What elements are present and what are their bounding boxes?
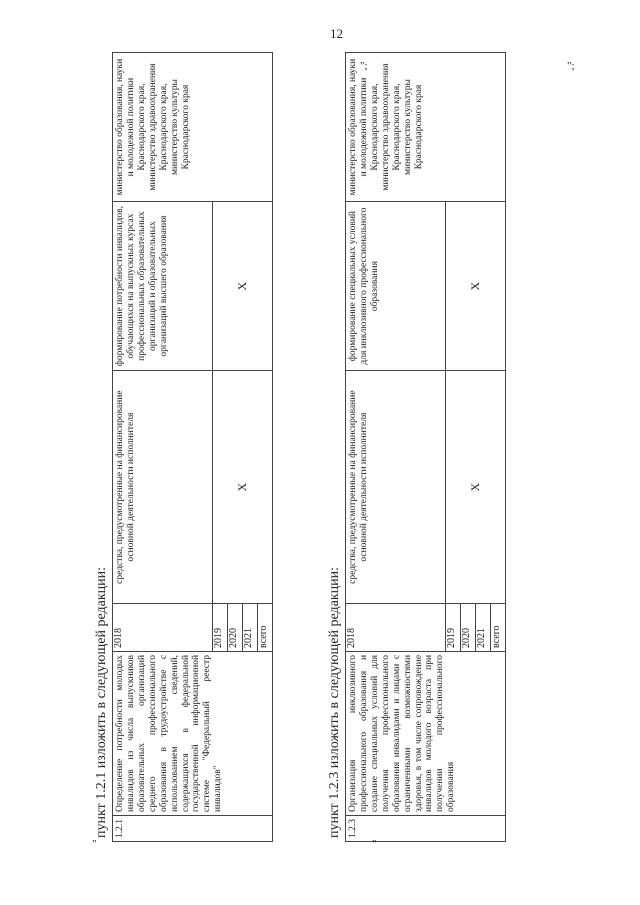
funding-source: средства, предусмотренные на финансирование основной деятельности исполнителя — [346, 371, 446, 604]
expected-result: формирование потребности инвалидов, обучающихся на выпускных курсах профессиональных образовательных организаций и образовательных организаций высшего образования — [113, 202, 213, 371]
year-cell: 2020 — [461, 604, 476, 652]
quote-open-1: " — [92, 838, 97, 850]
responsible-ministries: министерство образования, науки и молодежной политики Краснодарского края, министерство здравоохранения Краснодарского края, министерство культуры Краснодарского края — [113, 53, 273, 202]
source-mark: X — [446, 371, 506, 604]
year-cell: 2021 — [476, 604, 491, 652]
section-heading: пункт 1.2.1 изложить в следующей редакции: — [94, 567, 109, 838]
quote-close-1: "; — [360, 60, 368, 72]
result-mark: X — [446, 202, 506, 371]
section-heading: пункт 1.2.3 изложить в следующей редакции: — [327, 567, 342, 838]
measure-table — [345, 52, 506, 842]
rotated-content — [92, 42, 552, 842]
year-total: всего — [258, 604, 273, 652]
item-number: 1.2.1 — [113, 816, 273, 842]
source-mark: X — [213, 371, 273, 604]
item-description: Определение потребности молодых инвалидов из числа выпускников образовательных организаций среднего профессионального образования в трудоустройстве с использованием сведений, содержащихся в федеральной государственной информационной системе "Федеральный реестр инвалидов" — [113, 651, 273, 815]
item-number: 1.2.3 — [346, 816, 506, 842]
funding-source: средства, предусмотренные на финансирование основной деятельности исполнителя — [113, 371, 213, 604]
responsible-ministries: министерство образования, науки и молодежной политики Краснодарского края, министерство здравоохранения Краснодарского края, министерство культуры Краснодарского края — [346, 53, 506, 202]
year-cell: 2019 — [213, 604, 228, 652]
year-cell: 2018 — [113, 604, 213, 652]
section-1-2-1 — [92, 42, 317, 842]
result-mark: X — [213, 202, 273, 371]
quote-open-2: " — [372, 838, 377, 850]
section-1-2-3 — [325, 42, 550, 842]
year-cell: 2018 — [346, 604, 446, 652]
year-cell: 2019 — [446, 604, 461, 652]
measure-table — [112, 52, 273, 842]
expected-result: формирование специальных условий для инклюзивного профессионального образования — [346, 202, 446, 371]
year-cell: 2020 — [228, 604, 243, 652]
page-number: 12 — [330, 26, 343, 41]
item-description: Организация инклюзивного профессионального образования и создание специальных условий для получения профессионального образования инвалидами и лицами с ограниченными возможностями здоровья, в том числе сопровождение инвалидов молодого возраста при получении профессионального образования — [346, 651, 506, 815]
year-cell: 2021 — [243, 604, 258, 652]
quote-close-2: "; — [567, 60, 575, 72]
year-total: всего — [491, 604, 506, 652]
